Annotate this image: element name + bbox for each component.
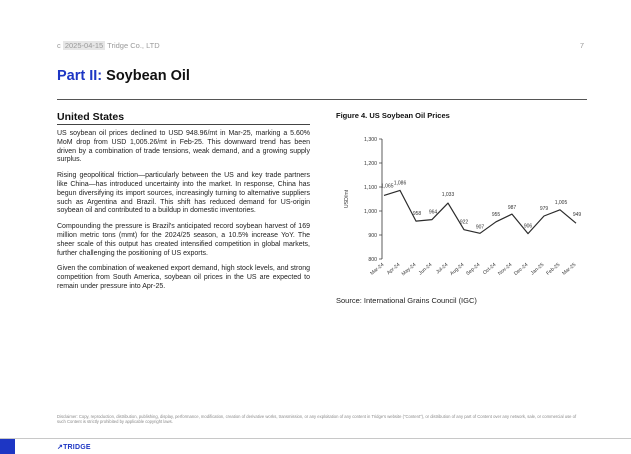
part-label: Part II:	[57, 68, 103, 84]
data-label: 979	[539, 206, 549, 213]
paragraph-4: Given the combination of weakened export demand, high stock levels, and strong competition from South America, soybean oil prices in the US are expected to remain under pressure into Apr-25.	[57, 265, 310, 290]
part-topic: Soybean Oil	[102, 68, 190, 84]
y-tick-label: 900	[368, 233, 377, 239]
section-heading: United States	[57, 111, 125, 123]
y-axis-label: USD/mt	[344, 189, 350, 209]
disclaimer: Disclaimer: Copy, reproduction, distribution, publishing, display, performance, modification, creation of derivative works, transmission, or any exploitation of any content in Tridge's website ("Content"), or distribution of any part of Content over any network, sale, or commercial use of such Content is strictly prohibited by applicable copyright laws.	[57, 414, 577, 424]
x-tick-label: Mar-24	[369, 261, 386, 277]
page-title	[57, 68, 190, 84]
data-label: 1,033	[441, 192, 455, 199]
section-divider	[57, 124, 310, 125]
body-text	[57, 130, 310, 299]
y-tick-label: 1,300	[364, 137, 377, 143]
data-label: 958	[412, 211, 422, 218]
x-tick-label: Jun-24	[417, 261, 434, 277]
data-label: 955	[491, 211, 501, 218]
y-tick-label: 800	[368, 257, 377, 263]
title-divider	[57, 99, 587, 100]
x-tick-label: Apr-24	[385, 261, 402, 277]
figure-source: Source: International Grains Council (IGC)	[336, 296, 477, 305]
x-tick-label: Sep-24	[465, 261, 482, 277]
x-tick-label: Dec-24	[513, 261, 530, 277]
data-label: 907	[475, 224, 485, 231]
price-line-chart	[336, 130, 586, 280]
data-label: 922	[459, 219, 469, 226]
y-tick-label: 1,200	[364, 161, 377, 167]
report-date: 2025-04-15	[64, 41, 104, 50]
header-meta	[57, 41, 160, 50]
footer-accent-block	[0, 439, 15, 454]
x-tick-label: Jan-25	[529, 261, 546, 277]
paragraph-3: Compounding the pressure is Brazil's anticipated record soybean harvest of 169 million metric tons (mmt) for the 2024/25 season, a 10.5% increase YoY. The sheer scale of this output has created intensified competition in global markets, further challenging the positioning of US exports.	[57, 223, 310, 257]
footer-divider	[0, 438, 631, 439]
x-tick-label: May-24	[400, 261, 418, 278]
data-label: 906	[523, 223, 533, 230]
copyright-prefix: c	[57, 41, 63, 50]
data-label: 949	[572, 212, 582, 219]
x-tick-label: Oct-24	[481, 261, 498, 277]
y-tick-label: 1,100	[364, 185, 377, 191]
y-tick-label: 1,000	[364, 209, 377, 215]
x-tick-label: Feb-25	[545, 261, 562, 277]
data-label: 987	[507, 205, 517, 212]
data-label: 1,005	[554, 199, 568, 206]
company-name: Tridge Co., LTD	[105, 41, 160, 50]
data-label: 964	[428, 209, 438, 216]
x-tick-label: Aug-24	[449, 261, 466, 277]
page-number: 7	[579, 41, 584, 50]
x-tick-label: Jul-24	[434, 261, 450, 276]
x-tick-label: Mar-25	[561, 261, 578, 277]
data-label: 1,065	[381, 183, 394, 190]
x-tick-label: Nov-24	[497, 261, 514, 277]
tridge-logo: ↗TRIDGE	[57, 444, 91, 451]
figure-title: Figure 4. US Soybean Oil Prices	[336, 111, 450, 120]
data-label: 1,086	[393, 180, 407, 187]
paragraph-1: US soybean oil prices declined to USD 948.96/mt in Mar-25, marking a 5.60% MoM drop from USD 1,005.26/mt in Feb-25. This downward trend has been driven by a combination of trade tensions, weak demand, and a growing supply surplus.	[57, 130, 310, 164]
paragraph-2: Rising geopolitical friction—particularly between the US and key trade partners like China—has introduced uncertainty into the market. In response, China has begun diversifying its import sources, increasingly turning to alternative suppliers such as Argentina and Brazil. This shift has reduced demand for US-origin soybean oil and contributed to a buildup in domestic inventories.	[57, 172, 310, 215]
